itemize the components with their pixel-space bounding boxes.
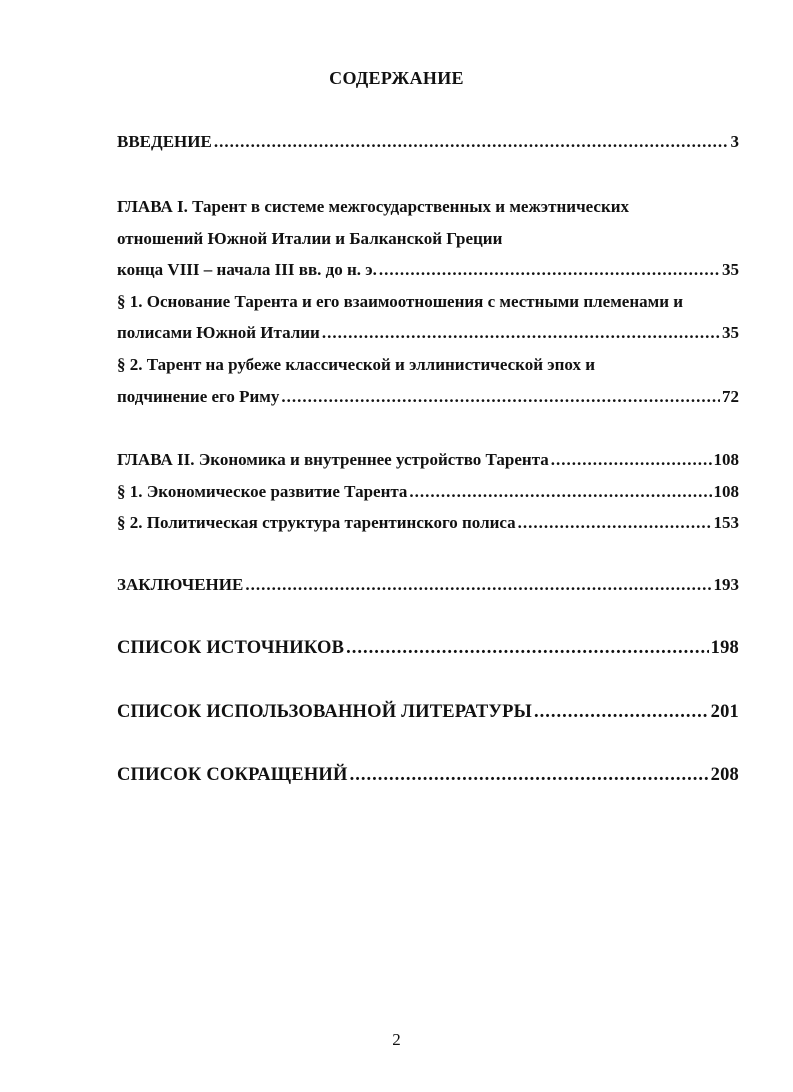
dot-leader	[551, 449, 712, 471]
toc-entry-page: 72	[722, 387, 739, 406]
dot-leader	[409, 481, 711, 503]
toc-entry-intro[interactable]	[117, 131, 739, 153]
toc-chapter-1-line-2[interactable]: отношений Южной Италии и Балканской Греции	[117, 229, 503, 248]
toc-entry-section-1-2[interactable]	[117, 386, 739, 408]
dot-leader	[322, 322, 720, 344]
toc-entry-page: 35	[722, 260, 739, 279]
toc-entry-label: § 1. Экономическое развитие Тарента	[117, 482, 408, 501]
toc-section-1-2-line-1[interactable]: § 2. Тарент на рубеже классической и эллинистической эпох и	[117, 355, 596, 374]
toc-entry-label: СПИСОК ИСПОЛЬЗОВАННОЙ ЛИТЕРАТУРЫ	[117, 702, 533, 722]
toc-entry-label: ГЛАВА II. Экономика и внутреннее устройство Тарента	[117, 450, 549, 469]
dot-leader	[518, 512, 712, 534]
dot-leader	[281, 386, 720, 408]
toc-entry-page: 108	[713, 450, 739, 469]
page-title: СОДЕРЖАНИЕ	[329, 68, 464, 88]
toc-entry-page: 35	[722, 323, 739, 342]
dot-leader	[214, 131, 729, 153]
toc-entry-page: 198	[710, 638, 739, 658]
toc-section-1-1-line-1[interactable]: § 1. Основание Тарента и его взаимоотношения с местными племенами и	[117, 292, 684, 311]
toc-entry-section-1-1[interactable]	[117, 322, 739, 344]
dot-leader	[245, 574, 711, 596]
toc-entry-label: ЗАКЛЮЧЕНИЕ	[117, 575, 244, 594]
toc-entry-page: 153	[713, 513, 739, 532]
page-number: 2	[392, 1030, 401, 1049]
toc-entry-page: 201	[710, 702, 739, 722]
toc-entry-conclusion[interactable]	[117, 574, 739, 596]
toc-entry-label: конца VIII – начала III вв. до н. э.	[117, 260, 377, 279]
toc-entry-sources[interactable]	[117, 637, 739, 659]
toc-entry-label: СПИСОК ИСТОЧНИКОВ	[117, 638, 345, 658]
toc-entry-page: 193	[713, 575, 739, 594]
dot-leader	[346, 637, 708, 659]
toc-entry-label: § 2. Политическая структура тарентинского полиса	[117, 513, 516, 532]
dot-leader	[350, 764, 709, 786]
toc-entry-abbreviations[interactable]	[117, 764, 739, 786]
toc-entry-label: ВВЕДЕНИЕ	[117, 132, 212, 151]
toc-entry-page: 208	[710, 765, 739, 785]
toc-entry-section-2-1[interactable]	[117, 481, 739, 503]
toc-entry-page: 108	[713, 482, 739, 501]
toc-entry-label: СПИСОК СОКРАЩЕНИЙ	[117, 765, 348, 785]
toc-entry-chapter-1[interactable]	[117, 259, 739, 281]
toc-entry-literature[interactable]	[117, 701, 739, 723]
toc-entry-label: полисами Южной Италии	[117, 323, 320, 342]
toc-entry-chapter-2[interactable]	[117, 449, 739, 471]
toc-entry-section-2-2[interactable]	[117, 512, 739, 534]
toc-entry-label: подчинение его Риму	[117, 387, 280, 406]
toc-chapter-1-line-1[interactable]: ГЛАВА I. Тарент в системе межгосударственных и межэтнических	[117, 197, 630, 216]
dot-leader	[534, 701, 709, 723]
toc-entry-page: 3	[730, 132, 739, 151]
dot-leader	[379, 259, 720, 281]
